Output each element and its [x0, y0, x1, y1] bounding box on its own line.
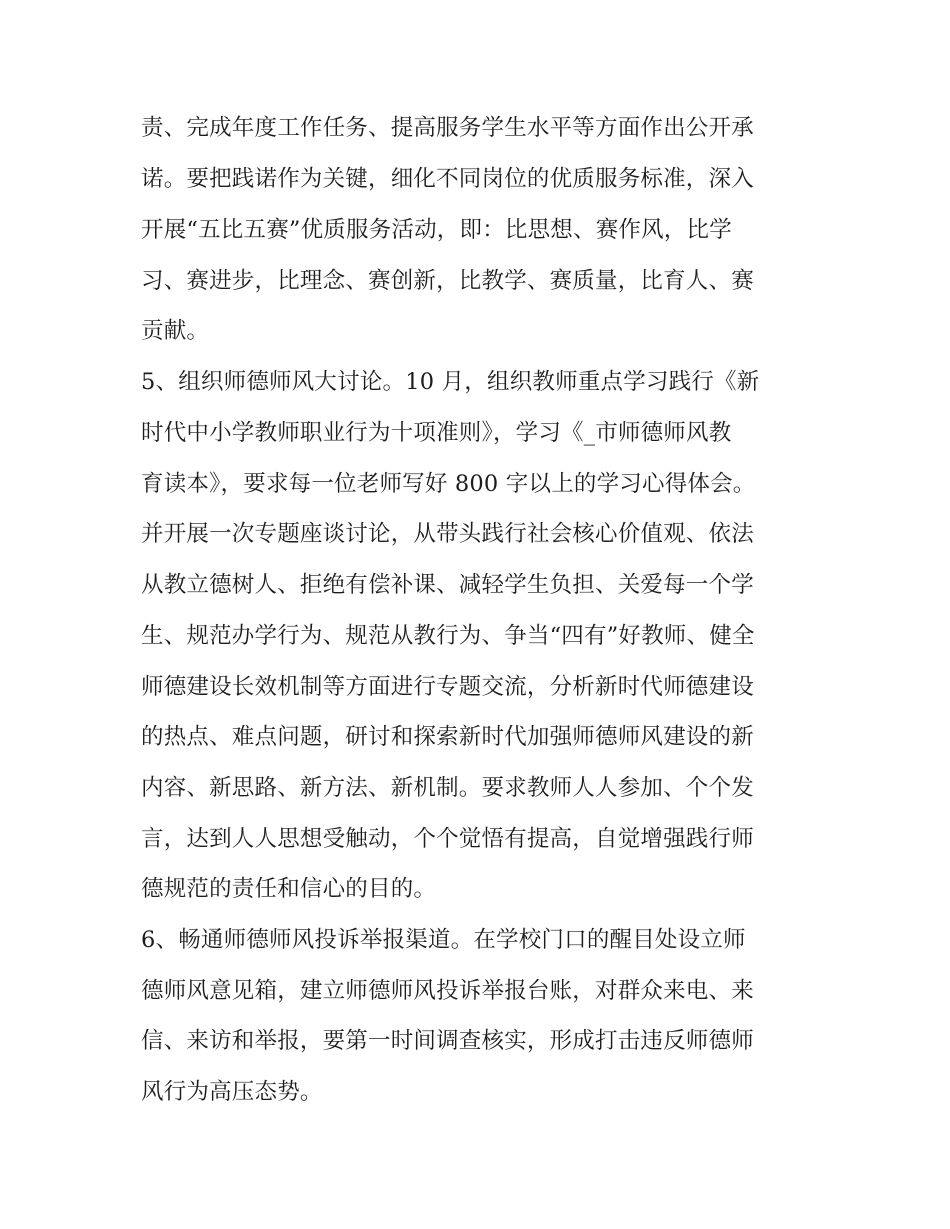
text-line: 生、规范办学行为、规范从教行为、争当“四有”好教师、健全 [141, 623, 755, 649]
text-line: 风行为高压态势。 [141, 1079, 323, 1105]
text-line: 言，达到人人思想受触动，个个觉悟有提高，自觉增强践行师 [141, 826, 754, 852]
text-line: 5、组织师德师风大讨论。10 月，组织教师重点学习践行《新 [141, 369, 760, 395]
text-line: 内容、新思路、新方法、新机制。要求教师人人参加、个个发 [141, 775, 754, 801]
text-line: 习、赛进步，比理念、赛创新，比教学、赛质量，比育人、赛 [141, 268, 754, 294]
text-line: 时代中小学教师职业行为十项准则》，学习《_市师德师风教 [141, 420, 732, 446]
text-line: 信、来访和举报，要第一时间调查核实，形成打击违反师德师 [141, 1028, 754, 1054]
text-line: 并开展一次专题座谈讨论，从带头践行社会核心价值观、依法 [141, 521, 754, 547]
text-line: 师德建设长效机制等方面进行专题交流，分析新时代师德建设 [141, 674, 754, 700]
text-line: 6、畅通师德师风投诉举报渠道。在学校门口的醒目处设立师 [141, 927, 746, 953]
text-line: 德师风意见箱，建立师德师风投诉举报台账，对群众来电、来 [141, 978, 754, 1004]
text-line: 责、完成年度工作任务、提高服务学生水平等方面作出公开承 [141, 115, 754, 141]
text-line: 从教立德树人、拒绝有偿补课、减轻学生负担、关爱每一个学 [141, 572, 754, 598]
text-line: 开展“五比五赛”优质服务活动，即：比思想、赛作风，比学 [141, 217, 732, 243]
text-line: 贡献。 [141, 318, 210, 344]
text-line: 诺。要把践诺作为关键，细化不同岗位的优质服务标准，深入 [141, 166, 754, 192]
text-line: 育读本》，要求每一位老师写好 800 字以上的学习心得体会。 [141, 471, 756, 497]
text-line: 的热点、难点问题，研讨和探索新时代加强师德师风建设的新 [141, 724, 754, 750]
text-line: 德规范的责任和信心的目的。 [141, 876, 437, 902]
